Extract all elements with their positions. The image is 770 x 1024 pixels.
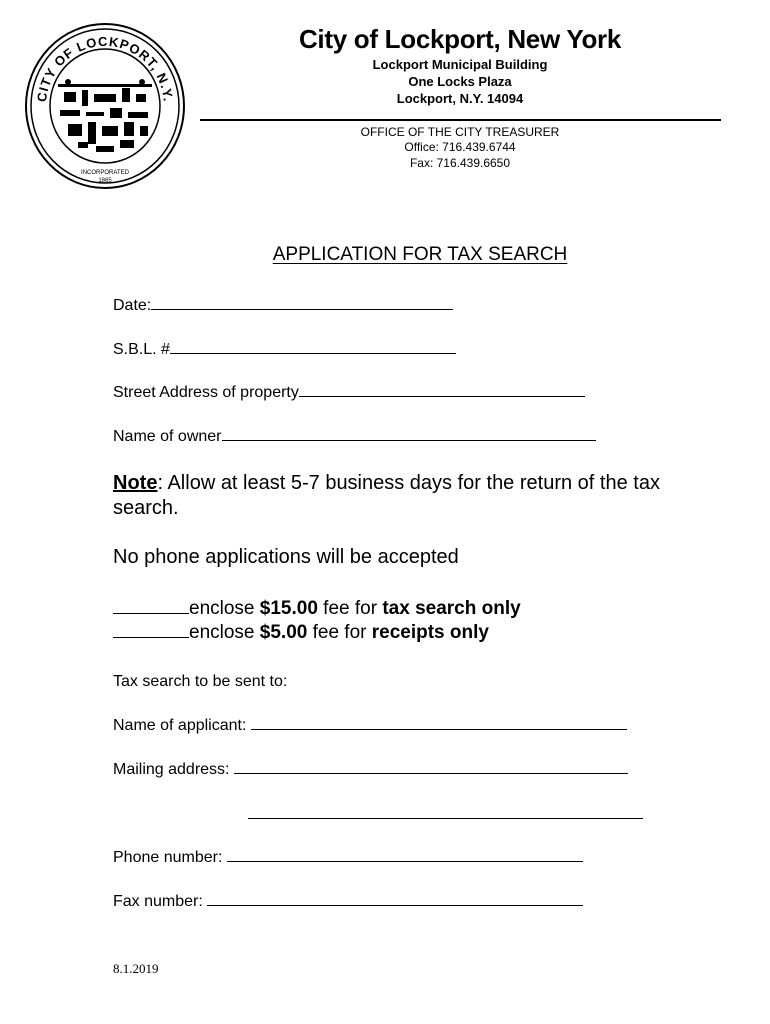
sent-to-heading: Tax search to be sent to:: [113, 673, 288, 690]
phone-label: Phone number:: [113, 849, 227, 866]
applicant-label: Name of applicant:: [113, 717, 251, 734]
city-title: City of Lockport, New York: [298, 24, 622, 54]
building-name: Lockport Municipal Building: [372, 57, 548, 72]
fee-tax-search-item: tax search only: [382, 598, 521, 619]
header-divider: [200, 119, 721, 121]
city-seal-logo: [24, 22, 186, 190]
fee-receipts-check[interactable]: [113, 624, 189, 638]
processing-note: [113, 471, 713, 521]
plaza-address: One Locks Plaza: [408, 74, 512, 89]
fee-tax-search[interactable]: [113, 598, 521, 620]
date-label: Date:: [113, 297, 152, 314]
street-address-blank[interactable]: [299, 383, 585, 397]
svg-text:CITY OF LOCKPORT, N.Y.: CITY OF LOCKPORT, N.Y.: [34, 33, 176, 103]
sbl-label: S.B.L. #: [113, 341, 170, 358]
mailing-address-field[interactable]: [113, 760, 628, 779]
date-field[interactable]: [113, 296, 453, 315]
revision-date: 8.1.2019: [113, 961, 159, 976]
svg-text:1865: 1865: [98, 178, 112, 184]
svg-text:INCORPORATED: INCORPORATED: [81, 170, 129, 176]
note-text: : Allow at least 5-7 business days for the return of the tax search.: [113, 472, 660, 519]
phone-field[interactable]: [113, 848, 583, 867]
city-zip: Lockport, N.Y. 14094: [396, 91, 524, 106]
fee-tax-search-mid: fee for: [317, 598, 383, 619]
street-address-field[interactable]: [113, 383, 585, 402]
no-phone-notice: No phone applications will be accepted: [113, 546, 459, 568]
office-phone: Office: 716.439.6744: [404, 140, 516, 154]
sbl-field[interactable]: [113, 340, 456, 359]
fee-tax-search-prefix: enclose: [189, 598, 260, 619]
date-blank[interactable]: [151, 296, 453, 310]
street-address-label: Street Address of property: [113, 384, 299, 401]
fee-receipts-amount: $5.00: [259, 622, 308, 643]
fee-receipts-item: receipts only: [371, 622, 489, 643]
mailing-address-blank[interactable]: [234, 760, 628, 774]
fax-blank[interactable]: [207, 892, 583, 906]
mailing-address-label: Mailing address:: [113, 761, 234, 778]
mailing-address-line2[interactable]: [248, 805, 643, 824]
fee-receipts[interactable]: [113, 622, 489, 644]
owner-blank[interactable]: [222, 427, 596, 441]
fee-receipts-mid: fee for: [307, 622, 372, 643]
phone-blank[interactable]: [227, 848, 583, 862]
owner-field[interactable]: [113, 427, 596, 446]
note-label: Note: [113, 472, 158, 494]
form-title: APPLICATION FOR TAX SEARCH: [272, 244, 568, 265]
office-fax: Fax: 716.439.6650: [409, 156, 511, 170]
fee-receipts-prefix: enclose: [189, 622, 260, 643]
applicant-blank[interactable]: [251, 716, 627, 730]
applicant-field[interactable]: [113, 716, 627, 735]
office-name: OFFICE OF THE CITY TREASURER: [360, 125, 560, 139]
fax-field[interactable]: [113, 892, 583, 911]
sbl-blank[interactable]: [170, 340, 456, 354]
fax-label: Fax number:: [113, 893, 208, 910]
fee-tax-search-check[interactable]: [113, 600, 189, 614]
mailing-address-blank-2[interactable]: [248, 805, 643, 819]
owner-label: Name of owner: [113, 428, 222, 445]
fee-tax-search-amount: $15.00: [259, 598, 318, 619]
